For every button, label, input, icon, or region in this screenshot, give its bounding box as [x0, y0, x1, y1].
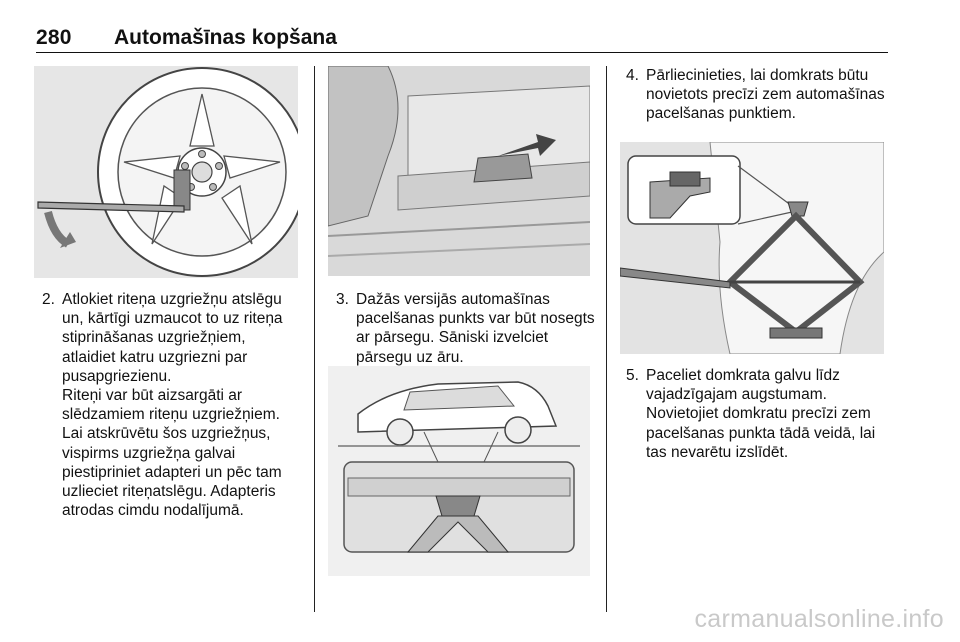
scissor-jack-illustration: [620, 142, 884, 354]
watermark: carmanualsonline.info: [694, 605, 944, 633]
scissor-jack-icon: [620, 142, 884, 354]
step-2-text: Atlokiet riteņa uzgriežņu atslēgu un, kārtīgi uzmaucot to uz riteņa stiprināšanas uzgriežņiem, atlaidiet katru uzgriezni par pusapgriezienu.: [62, 291, 283, 385]
car-jack-position-illustration: [328, 366, 590, 576]
step-3-number: 3.: [336, 291, 349, 308]
header-rule: [36, 52, 888, 53]
step-5: [626, 366, 890, 462]
wheel-wrench-illustration: [34, 66, 298, 278]
page-number: 280: [36, 26, 72, 49]
page-header: [36, 24, 888, 54]
step-3: [336, 290, 598, 367]
jack-cover-icon: [328, 66, 590, 276]
page-title: Automašīnas kopšana: [114, 26, 337, 49]
step-4: [626, 66, 888, 124]
step-4-text: Pārliecinieties, lai domkrats būtu novietots precīzi zem automašīnas pacelšanas punktiem.: [646, 67, 885, 123]
step-2: [42, 290, 300, 386]
jack-cover-illustration: [328, 66, 590, 276]
wheel-lock-note: Riteņi var būt aizsargāti ar slēdzamiem riteņu uzgriežņiem. Lai atskrūvētu šos uzgriežņus, vispirms uzgriežņa galvai piestipriniet adapteri un pēc tam uzlieciet riteņatslēgu. Adapteris atrodas cimdu nodalījumā.: [62, 387, 282, 520]
step-5-text: Paceliet domkrata galvu līdz vajadzīgajam augstumam. Novietojiet domkratu precīzi zem pacelšanas punkta tādā veidā, lai tas nevarētu izslīdēt.: [646, 367, 876, 461]
car-jack-icon: [328, 366, 590, 576]
wheel-wrench-icon: [34, 66, 298, 278]
step-5-number: 5.: [626, 367, 639, 384]
step-4-number: 4.: [626, 67, 639, 84]
column-divider-1: [314, 66, 315, 612]
step-3-text: Dažās versijās automašīnas pacelšanas punkts var būt nosegts ar pārsegu. Sāniski izvelciet pārsegu uz āru.: [356, 291, 595, 366]
step-2-number: 2.: [42, 291, 55, 308]
column-divider-2: [606, 66, 607, 612]
